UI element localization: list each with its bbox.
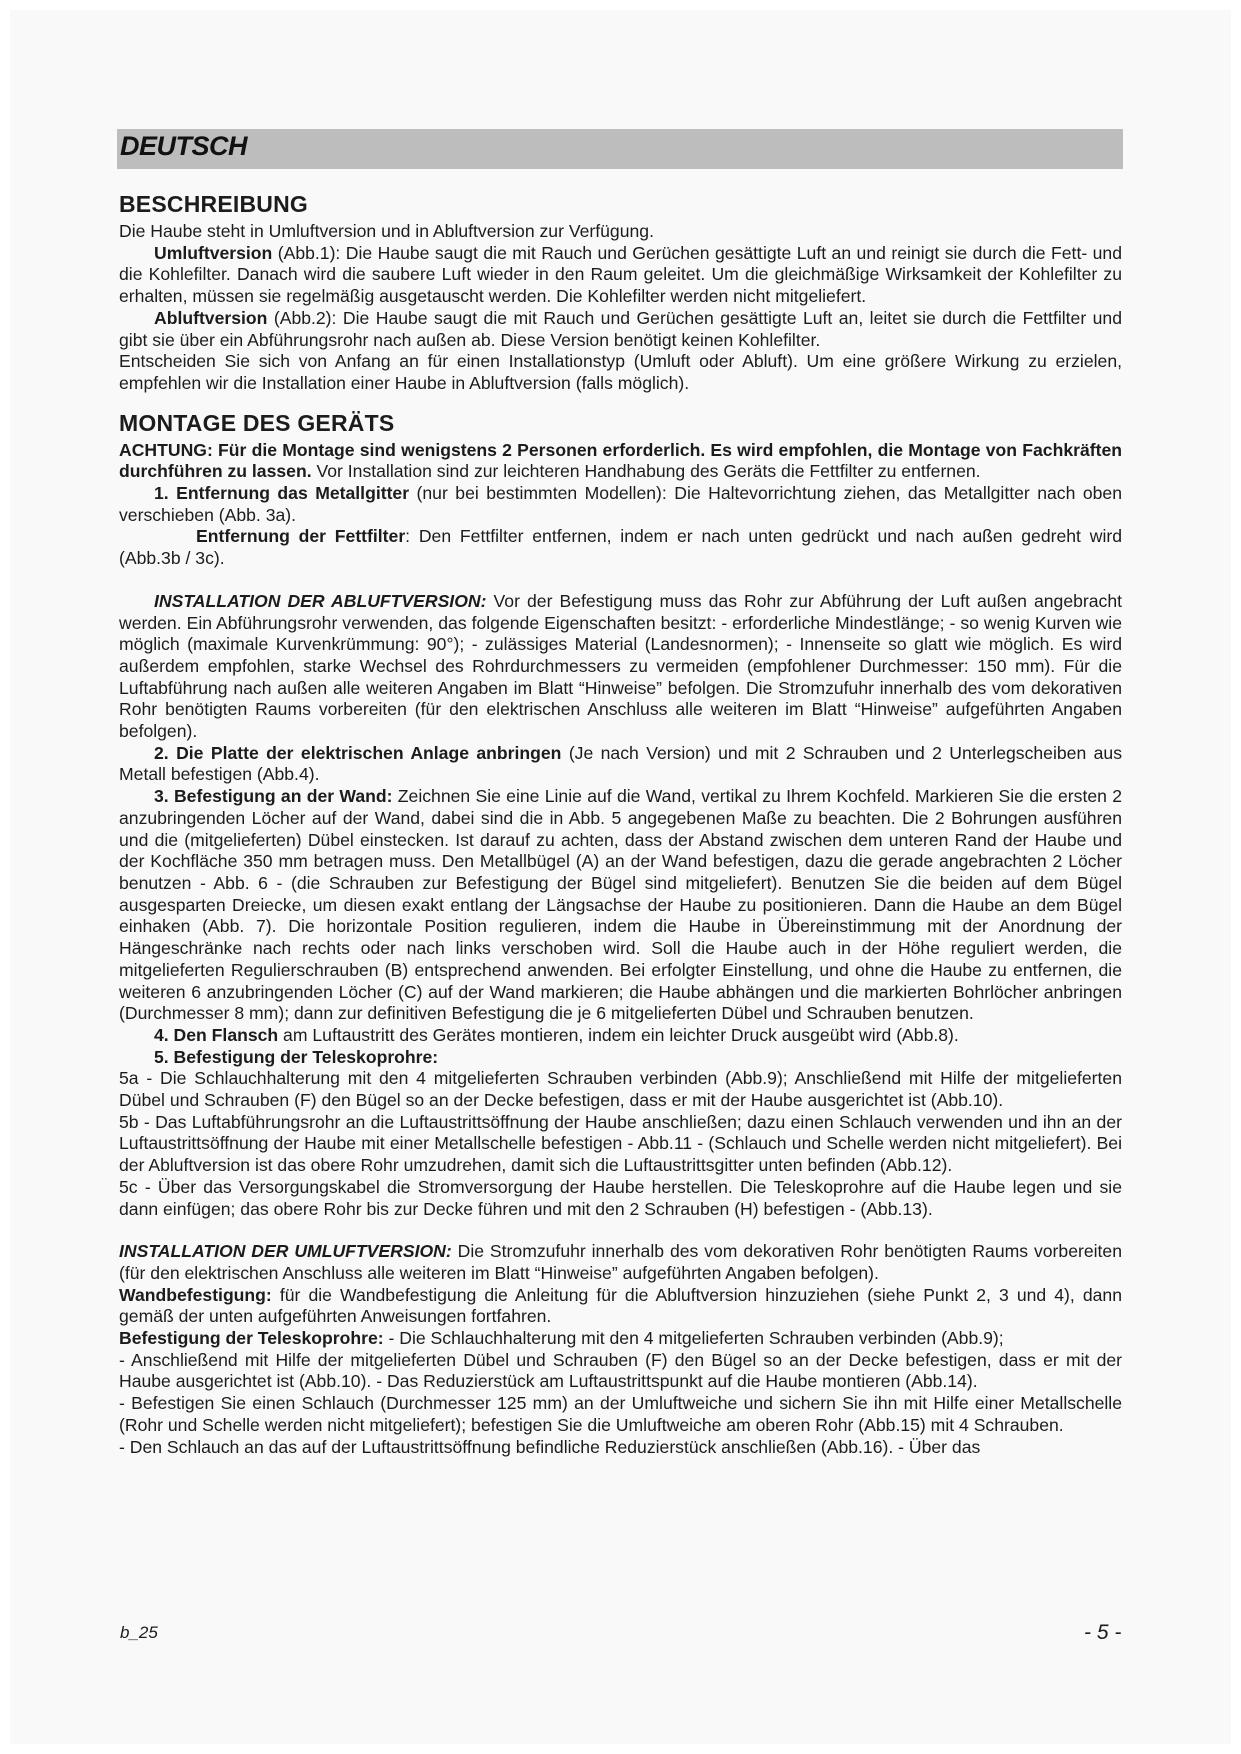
section-title-montage: MONTAGE DES GERÄTS [119,409,395,436]
step-text: : Den Fettfilter entfernen, indem er nach unten gedrückt und nach außen gedreht wird (Abb.3b / 3c). [119,526,1122,569]
telescopic-tubes [119,1328,1122,1350]
warning-label: ACHTUNG: Für die Montage sind wenigstens 2 Personen erforderlich. Es wird empfohlen, die Montage von Fachkräften durchführen zu lassen. [119,439,1122,482]
warning-paragraph [119,440,1122,483]
step-5c: 5c - Über das Versorgungskabel die Stromversorgung der Haube herstellen. Die Teleskoprohre auf die Haube legen und sie dann einfügen; das obere Rohr bis zur Decke führen und mit den 2 Schrauben (H) befestigen - (Abb.13). [119,1176,1122,1219]
language-header-bar [117,129,1123,169]
step-label: 5. Befestigung der Teleskoprohre: [154,1046,439,1067]
subsection-title: INSTALLATION DER ABLUFTVERSION: [154,590,487,611]
subsection-title: INSTALLATION DER UMLUFTVERSION: [119,1241,452,1262]
term-label: Befestigung der Teleskoprohre: [119,1328,384,1349]
paragraph-text: (Abb.2): Die Haube saugt die mit Rauch und Gerüchen gesättigte Luft an, leitet sie durch die Fettfilter und gibt sie über ein Abführungsrohr nach außen ab. Diese Version benötigt keinen Kohlefilter. [119,307,1122,350]
step-5b: 5b - Das Luftabführungsrohr an die Luftaustrittsöffnung der Haube anschließen; dazu einen Schlauch verwenden und ihn an der Luftaustrittsöffnung der Haube mit einer Metallschelle befestigen - Abb.11 - (Schlauch und Schelle werden nicht mitgeliefert). Bei der Abluftversion ist das obere Rohr umzudrehen, damit sich die Luftaustrittsgitter unten befinden (Abb.12). [119,1111,1122,1176]
paragraph-text: für die Wandbefestigung die Anleitung für die Abluftversion hinzuziehen (siehe Punkt 2, 3 und 4), dann gemäß der unten aufgeführten Anweisungen fortfahren. [119,1284,1122,1327]
step-label: 1. Entfernung das Metallgitter [154,483,410,504]
paragraph: - Den Schlauch an das auf der Luftaustrittsöffnung befindliche Reduzierstück anschließen (Abb.16). - Über das [119,1436,981,1457]
paragraph-text: Vor Installation sind zur leichteren Handhabung des Geräts die Fettfilter zu entfernen. [311,461,981,482]
step-5a: 5a - Die Schlauchhalterung mit den 4 mitgelieferten Schrauben verbinden (Abb.9); Anschließend mit Hilfe der mitgelieferten Dübel und Schrauben (F) den Bügel so an der Decke befestigen, dass er mit der Haube ausgerichtet ist (Abb.10). [119,1068,1122,1111]
section-title-beschreibung: BESCHREIBUNG [119,191,308,217]
step-label: Entfernung der Fettfilter [196,526,406,547]
paragraph: Die Haube steht in Umluftversion und in Abluftversion zur Verfügung. [119,221,654,241]
step-label: 4. Den Flansch [154,1024,279,1045]
paragraph-abluftversion [119,308,1122,351]
step-3 [119,786,1122,1025]
document-body [119,190,1122,1458]
abluft-installation [119,591,1122,743]
step-label: 3. Befestigung an der Wand: [154,786,393,807]
term-label: Umluftversion [154,242,273,263]
step-text: (Je nach Version) und mit 2 Schrauben und 2 Unterlegscheiben aus Metall befestigen (Abb.4). [119,742,1122,785]
document-code: b_25 [120,1623,158,1642]
paragraph-text: (Abb.1): Die Haube saugt die mit Rauch und Gerüchen gesättigte Luft an und reinigt sie durch die Fett- und die Kohlefilter. Danach wird die saubere Luft wieder in den Raum geleitet. Um die gleichmäßige Wirksamkeit der Kohlefilter zu erhalten, müssen sie regelmäßig ausgetauscht werden. Die Kohlefilter werden nicht mitgeliefert. [119,242,1122,307]
paragraph-text: - Die Schlauchhalterung mit den 4 mitgelieferten Schrauben verbinden (Abb.9); [383,1328,1004,1349]
paragraph-text: Die Stromzufuhr innerhalb des vom dekorativen Rohr benötigten Raums vorbereiten (für den elektrischen Anschluss alle weiteren im Blatt “Hinweise” aufgeführten Angaben befolgen). [119,1241,1122,1283]
step-text: (nur bei bestimmten Modellen): Die Haltevorrichtung ziehen, das Metallgitter nach oben verschieben (Abb. 3a). [119,483,1122,525]
wall-mounting [119,1285,1122,1328]
term-label: Abluftversion [154,307,268,328]
step-1 [119,483,1122,526]
paragraph-text: Vor der Befestigung muss das Rohr zur Abführung der Luft außen angebracht werden. Ein Abführungsrohr verwenden, das folgende Eigenschaften besitzt: - erforderliche Mindestlänge; - so wenig Kurven wie möglich (maximale Kurvenkrümmung: 90°); - zulässiges Material (Landesnormen); - Innenseite so glatt wie möglich. Es wird außerdem empfohlen, starke Wechsel des Rohrdurchmessers zu vermeiden (empfohlener Durchmesser: 150 mm). Für die Luftabführung nach außen alle weiteren Angaben im Blatt “Hinweise” befolgen. Die Stromzufuhr innerhalb des vom dekorativen Rohr benötigten Raums vorbereiten (für den elektrischen Anschluss alle weiteren im Blatt “Hinweise” aufgeführten Angaben befolgen). [119,590,1123,742]
term-label: Wandbefestigung: [119,1284,272,1305]
umluft-installation [119,1241,1122,1284]
step-5 [119,1047,1122,1069]
step-1b [119,526,1122,569]
paragraph: - Anschließend mit Hilfe der mitgelieferten Dübel und Schrauben (F) den Bügel so an der Decke befestigen, dass er mit der Haube ausgerichtet ist (Abb.10). - Das Reduzierstück am Luftaustrittspunkt auf die Haube montieren (Abb.14). [119,1349,1122,1392]
paragraph: - Befestigen Sie einen Schlauch (Durchmesser 125 mm) an der Umluftweiche und sichern Sie ihn mit Hilfe einer Metallschelle (Rohr und Schelle werden nicht mitgeliefert); befestigen Sie die Umluftweiche am oberen Rohr (Abb.15) mit 4 Schrauben. [119,1393,1122,1435]
page-number: - 5 - [1084,1621,1122,1644]
language-title: DEUTSCH [120,131,248,161]
step-text: Zeichnen Sie eine Linie auf die Wand, vertikal zu Ihrem Kochfeld. Markieren Sie die ersten 2 anzubringenden Löcher auf der Wand, dabei sind die in Abb. 5 angegebenen Maße zu beachten. Die 2 Bohrungen ausführen und die (mitgelieferten) Dübel einstecken. Ist darauf zu achten, dass der Abstand zwischen dem unteren Rand der Haube und der Kochfläche 350 mm betragen muss. Den Metallbügel (A) an der Wand befestigen, dazu die gerade angebrachten 2 Löcher benutzen - Abb. 6 - (die Schrauben zur Befestigung der Bügel sind mitgeliefert). Benutzen Sie die beiden auf dem Bügel ausgesparten Dreiecke, um diesen exakt entlang der Längsachse der Haube zu positionieren. Dann die Haube an dem Bügel einhaken (Abb. 7). Die horizontale Position regulieren, indem die Haube in Übereinstimmung mit der Anordnung der Hängeschränke nach rechts oder nach links verschoben wird. Soll die Haube auch in der Höhe reguliert werden, die mitgelieferten Regulierschrauben (B) entsprechend anwenden. Bei erfolgter Einstellung, und ohne die Haube zu entfernen, die weiteren 6 anzubringenden Löcher (C) auf der Wand markieren; die Haube abhängen und die markierten Bohrlöcher anbringen (Durchmesser 8 mm); dann zur definitiven Befestigung die je 6 mitgelieferten Dübel und Schrauben benutzen. [119,786,1122,1024]
paragraph: Entscheiden Sie sich von Anfang an für einen Installationstyp (Umluft oder Abluft). Um eine größere Wirkung zu erzielen, empfehlen wir die Installation einer Haube in Abluftversion (falls möglich). [119,351,1122,393]
step-4 [119,1025,1122,1047]
step-text: am Luftaustritt des Gerätes montieren, indem ein leichter Druck ausgeübt wird (Abb.8). [278,1024,959,1045]
step-2 [119,743,1122,786]
paragraph-umluftversion [119,243,1122,308]
step-label: 2. Die Platte der elektrischen Anlage anbringen [154,742,562,763]
